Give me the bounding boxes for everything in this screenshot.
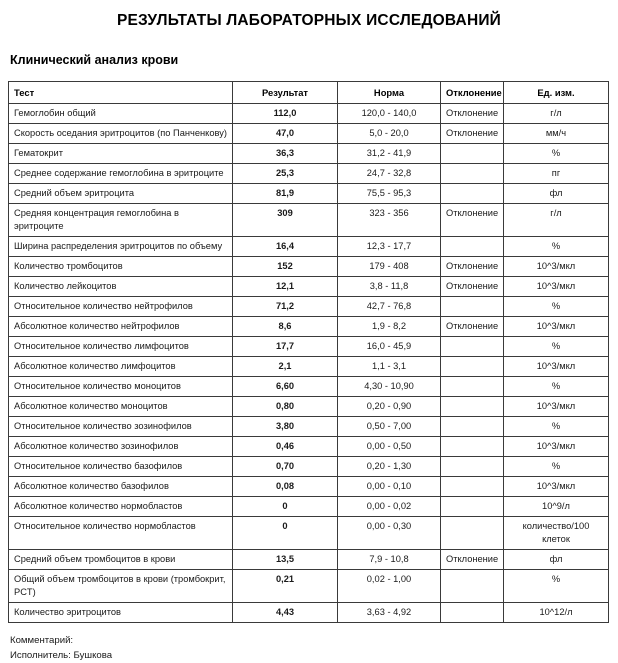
cell-unit: 10^3/мкл: [504, 397, 609, 417]
cell-norm: 0,50 - 7,00: [338, 417, 441, 437]
cell-result: 0,70: [233, 457, 338, 477]
cell-deviation: [441, 164, 504, 184]
cell-unit: 10^3/мкл: [504, 277, 609, 297]
cell-deviation: [441, 397, 504, 417]
lab-report-page: [0, 11, 618, 661]
cell-norm: 1,1 - 3,1: [338, 357, 441, 377]
cell-norm: 16,0 - 45,9: [338, 337, 441, 357]
cell-deviation: Отклонение: [441, 550, 504, 570]
cell-result: 152: [233, 257, 338, 277]
table-row: [9, 517, 609, 550]
table-header: [9, 82, 609, 104]
table-row: [9, 164, 609, 184]
cell-test: Средняя концентрация гемоглобина в эритроците: [9, 204, 233, 237]
table-row: [9, 550, 609, 570]
cell-unit: г/л: [504, 204, 609, 237]
cell-result: 8,6: [233, 317, 338, 337]
table-body: [9, 104, 609, 623]
cell-test: Относительное количество нейтрофилов: [9, 297, 233, 317]
cell-norm: 4,30 - 10,90: [338, 377, 441, 397]
cell-test: Абсолютное количество зозинофилов: [9, 437, 233, 457]
column-header-result: Результат: [233, 82, 338, 104]
cell-unit: %: [504, 144, 609, 164]
cell-deviation: Отклонение: [441, 277, 504, 297]
cell-deviation: [441, 184, 504, 204]
cell-norm: 1,9 - 8,2: [338, 317, 441, 337]
cell-test: Средний объем эритроцита: [9, 184, 233, 204]
cell-test: Ширина распределения эритроцитов по объему: [9, 237, 233, 257]
cell-unit: фл: [504, 184, 609, 204]
cell-deviation: [441, 144, 504, 164]
cell-deviation: [441, 417, 504, 437]
cell-result: 0,46: [233, 437, 338, 457]
cell-norm: 0,00 - 0,30: [338, 517, 441, 550]
table-row: [9, 297, 609, 317]
cell-norm: 0,00 - 0,02: [338, 497, 441, 517]
column-header-unit: Ед. изм.: [504, 82, 609, 104]
cell-result: 81,9: [233, 184, 338, 204]
table-row: [9, 237, 609, 257]
cell-result: 0: [233, 497, 338, 517]
table-row: [9, 357, 609, 377]
cell-result: 25,3: [233, 164, 338, 184]
cell-deviation: [441, 377, 504, 397]
cell-test: Среднее содержание гемоглобина в эритроците: [9, 164, 233, 184]
cell-norm: 5,0 - 20,0: [338, 124, 441, 144]
cell-norm: 323 - 356: [338, 204, 441, 237]
cell-unit: количество/100 клеток: [504, 517, 609, 550]
table-row: [9, 497, 609, 517]
cell-unit: %: [504, 570, 609, 603]
table-row: [9, 477, 609, 497]
cell-test: Средний объем тромбоцитов в крови: [9, 550, 233, 570]
cell-norm: 0,20 - 1,30: [338, 457, 441, 477]
cell-norm: 75,5 - 95,3: [338, 184, 441, 204]
cell-deviation: [441, 357, 504, 377]
table-row: [9, 124, 609, 144]
table-row: [9, 457, 609, 477]
cell-unit: мм/ч: [504, 124, 609, 144]
cell-norm: 12,3 - 17,7: [338, 237, 441, 257]
performer-line: Исполнитель: Бушкова: [10, 650, 113, 661]
cell-deviation: [441, 297, 504, 317]
cell-result: 13,5: [233, 550, 338, 570]
cell-unit: 10^3/мкл: [504, 477, 609, 497]
cell-unit: 10^12/л: [504, 603, 609, 623]
cell-norm: 179 - 408: [338, 257, 441, 277]
cell-norm: 31,2 - 41,9: [338, 144, 441, 164]
cell-result: 16,4: [233, 237, 338, 257]
comment-label: Комментарий:: [10, 635, 74, 646]
table-row: [9, 603, 609, 623]
cell-unit: 10^3/мкл: [504, 317, 609, 337]
table-row: [9, 204, 609, 237]
lab-results-table: [8, 81, 609, 623]
cell-deviation: [441, 237, 504, 257]
cell-test: Относительное количество нормобластов: [9, 517, 233, 550]
cell-unit: 10^3/мкл: [504, 357, 609, 377]
cell-unit: %: [504, 457, 609, 477]
cell-test: Абсолютное количество моноцитов: [9, 397, 233, 417]
cell-unit: %: [504, 337, 609, 357]
cell-deviation: Отклонение: [441, 257, 504, 277]
cell-norm: 42,7 - 76,8: [338, 297, 441, 317]
cell-deviation: [441, 457, 504, 477]
cell-unit: %: [504, 237, 609, 257]
cell-result: 0,21: [233, 570, 338, 603]
cell-result: 112,0: [233, 104, 338, 124]
table-row: [9, 377, 609, 397]
cell-norm: 0,00 - 0,10: [338, 477, 441, 497]
table-row: [9, 570, 609, 603]
cell-deviation: Отклонение: [441, 204, 504, 237]
cell-test: Абсолютное количество лимфоцитов: [9, 357, 233, 377]
cell-norm: 120,0 - 140,0: [338, 104, 441, 124]
cell-test: Гематокрит: [9, 144, 233, 164]
cell-result: 47,0: [233, 124, 338, 144]
cell-deviation: Отклонение: [441, 124, 504, 144]
cell-test: Относительное количество лимфоцитов: [9, 337, 233, 357]
cell-deviation: [441, 570, 504, 603]
table-header-row: [9, 82, 609, 104]
table-row: [9, 397, 609, 417]
cell-deviation: [441, 517, 504, 550]
cell-test: Относительное количество зозинофилов: [9, 417, 233, 437]
cell-result: 0,08: [233, 477, 338, 497]
cell-norm: 7,9 - 10,8: [338, 550, 441, 570]
cell-test: Относительное количество моноцитов: [9, 377, 233, 397]
cell-unit: 10^9/л: [504, 497, 609, 517]
table-row: [9, 317, 609, 337]
cell-result: 6,60: [233, 377, 338, 397]
cell-test: Количество эритроцитов: [9, 603, 233, 623]
table-row: [9, 184, 609, 204]
section-title: Клинический анализ крови: [10, 53, 179, 67]
cell-result: 71,2: [233, 297, 338, 317]
cell-test: Количество лейкоцитов: [9, 277, 233, 297]
cell-result: 4,43: [233, 603, 338, 623]
cell-norm: 3,63 - 4,92: [338, 603, 441, 623]
cell-unit: %: [504, 377, 609, 397]
cell-norm: 0,20 - 0,90: [338, 397, 441, 417]
cell-unit: %: [504, 417, 609, 437]
table-row: [9, 417, 609, 437]
cell-result: 12,1: [233, 277, 338, 297]
cell-unit: %: [504, 297, 609, 317]
cell-result: 36,3: [233, 144, 338, 164]
cell-deviation: [441, 337, 504, 357]
table-row: [9, 337, 609, 357]
cell-unit: пг: [504, 164, 609, 184]
cell-test: Гемоглобин общий: [9, 104, 233, 124]
cell-test: Абсолютное количество нейтрофилов: [9, 317, 233, 337]
table-row: [9, 104, 609, 124]
cell-unit: 10^3/мкл: [504, 437, 609, 457]
column-header-deviation: Отклонение: [441, 82, 504, 104]
report-footer: [10, 633, 610, 663]
cell-test: Скорость оседания эритроцитов (по Панченкову): [9, 124, 233, 144]
cell-test: Общий объем тромбоцитов в крови (тромбокрит, PCT): [9, 570, 233, 603]
cell-result: 0,80: [233, 397, 338, 417]
cell-unit: г/л: [504, 104, 609, 124]
cell-norm: 3,8 - 11,8: [338, 277, 441, 297]
table-row: [9, 144, 609, 164]
column-header-norm: Норма: [338, 82, 441, 104]
table-row: [9, 277, 609, 297]
cell-norm: 24,7 - 32,8: [338, 164, 441, 184]
cell-deviation: [441, 603, 504, 623]
page-title: РЕЗУЛЬТАТЫ ЛАБОРАТОРНЫХ ИССЛЕДОВАНИЙ: [116, 12, 502, 29]
table-row: [9, 257, 609, 277]
cell-test: Абсолютное количество нормобластов: [9, 497, 233, 517]
cell-norm: 0,00 - 0,50: [338, 437, 441, 457]
cell-result: 309: [233, 204, 338, 237]
cell-result: 17,7: [233, 337, 338, 357]
table-row: [9, 437, 609, 457]
cell-deviation: [441, 437, 504, 457]
cell-result: 2,1: [233, 357, 338, 377]
cell-result: 0: [233, 517, 338, 550]
cell-test: Абсолютное количество базофилов: [9, 477, 233, 497]
cell-deviation: [441, 477, 504, 497]
cell-deviation: Отклонение: [441, 104, 504, 124]
cell-result: 3,80: [233, 417, 338, 437]
cell-unit: фл: [504, 550, 609, 570]
cell-deviation: [441, 497, 504, 517]
cell-unit: 10^3/мкл: [504, 257, 609, 277]
cell-norm: 0,02 - 1,00: [338, 570, 441, 603]
cell-test: Относительное количество базофилов: [9, 457, 233, 477]
column-header-test: Тест: [9, 82, 233, 104]
cell-test: Количество тромбоцитов: [9, 257, 233, 277]
cell-deviation: Отклонение: [441, 317, 504, 337]
